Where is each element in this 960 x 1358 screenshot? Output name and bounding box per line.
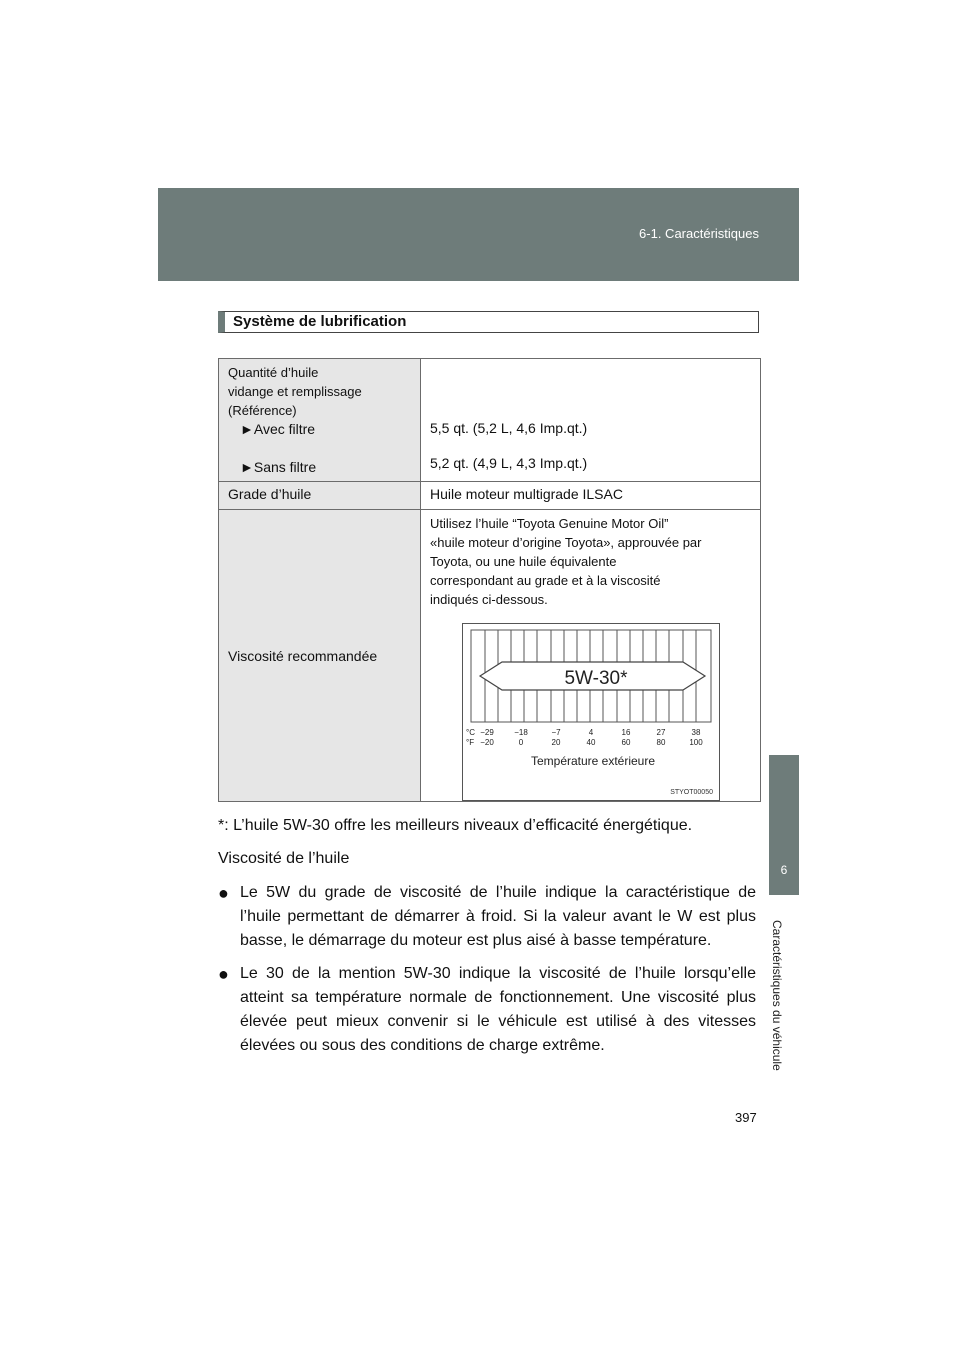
without-filter-label: Sans filtre [253,459,317,475]
celsius-tick: −7 [551,728,561,737]
fahrenheit-tick: 100 [689,738,703,747]
list-item [218,962,756,1058]
viscosity-chart-svg [463,624,719,800]
bullet-icon: ● [218,883,229,903]
list-item [218,881,756,953]
viscosity-temperature-chart [462,623,720,801]
fahrenheit-tick: 0 [518,738,524,747]
triangle-right-icon: ► [240,421,254,437]
bullet-text: Le 30 de la mention 5W-30 indique la viscosité de l’huile lorsqu’elle atteint sa température normale de fonctionnement. Une viscosité plus élevée peut mieux convenir si le véhicule est utilisé à des vitesses élevées ou sous des conditions de charge extrême. [240,965,756,1054]
chapter-section-title: 6-1. Caractéristiques [639,226,759,241]
chapter-side-label: Caractéristiques du véhicule [770,920,784,1071]
grade-label: 5W-30* [564,668,628,689]
viscosity-label: Viscosité recommandée [228,647,378,664]
with-filter-label: Avec filtre [253,421,316,437]
oil-quantity-label: Quantité d’huile [228,365,319,380]
table-row [219,482,761,510]
chapter-side-tab [769,755,799,895]
chapter-number: 6 [780,863,788,877]
celsius-tick: 16 [621,728,631,737]
unit-celsius: °C [466,728,475,737]
triangle-right-icon: ► [240,459,254,475]
celsius-tick: 27 [656,728,666,737]
celsius-tick: 38 [691,728,701,737]
celsius-tick: 4 [588,728,594,737]
subheading: Viscosité de l’huile [218,850,350,867]
section-title: Système de lubrification [218,311,759,333]
oil-quantity-label-line2: vidange et remplissage [228,384,362,399]
viscosity-text-line1: Utilisez l’huile “Toyota Genuine Motor Oil” [430,516,669,531]
celsius-tick: −29 [480,728,494,737]
chart-caption: Température extérieure [530,754,656,768]
unit-fahrenheit: °F [466,738,475,747]
fahrenheit-tick: 20 [551,738,561,747]
table-row [219,359,761,482]
fahrenheit-tick: −20 [480,738,494,747]
figure-code: STYOT00050 [670,789,713,796]
oil-quantity-label-line3: (Référence) [228,403,297,418]
viscosity-label-cell [219,510,421,802]
without-filter-value: 5,2 qt. (4,9 L, 4,3 Imp.qt.) [430,455,588,471]
viscosity-text-line3: Toyota, ou une huile équivalente [430,554,617,569]
with-filter-value: 5,5 qt. (5,2 L, 4,6 Imp.qt.) [430,420,588,436]
bullet-icon: ● [218,964,229,984]
fahrenheit-tick: 40 [586,738,596,747]
bullet-text: Le 5W du grade de viscosité de l’huile indique la caractéristique de l’huile permettant de démarrer à froid. Si la valeur avant le W est plus basse, le démarrage du moteur est plus aisé à basse température. [240,884,756,949]
oil-quantity-label-cell [219,359,421,482]
viscosity-text-line5: indiqués ci-dessous. [430,592,548,607]
oil-quantity-value-cell [421,359,761,482]
fahrenheit-tick: 80 [656,738,666,747]
viscosity-text-line2: «huile moteur d’origine Toyota», approuvée par [430,535,702,550]
without-filter-item [228,458,411,477]
fahrenheit-tick: 60 [621,738,631,747]
oil-grade-value: Huile moteur multigrade ILSAC [421,482,761,510]
with-filter-item [228,420,411,439]
page-number: 397 [735,1110,757,1125]
footnote: *: L’huile 5W-30 offre les meilleurs niveaux d’efficacité énergétique. [218,817,693,834]
viscosity-text-line4: correspondant au grade et à la viscosité [430,573,661,588]
oil-grade-label: Grade d’huile [219,482,421,510]
chapter-header-band [158,188,799,281]
celsius-tick: −18 [514,728,528,737]
